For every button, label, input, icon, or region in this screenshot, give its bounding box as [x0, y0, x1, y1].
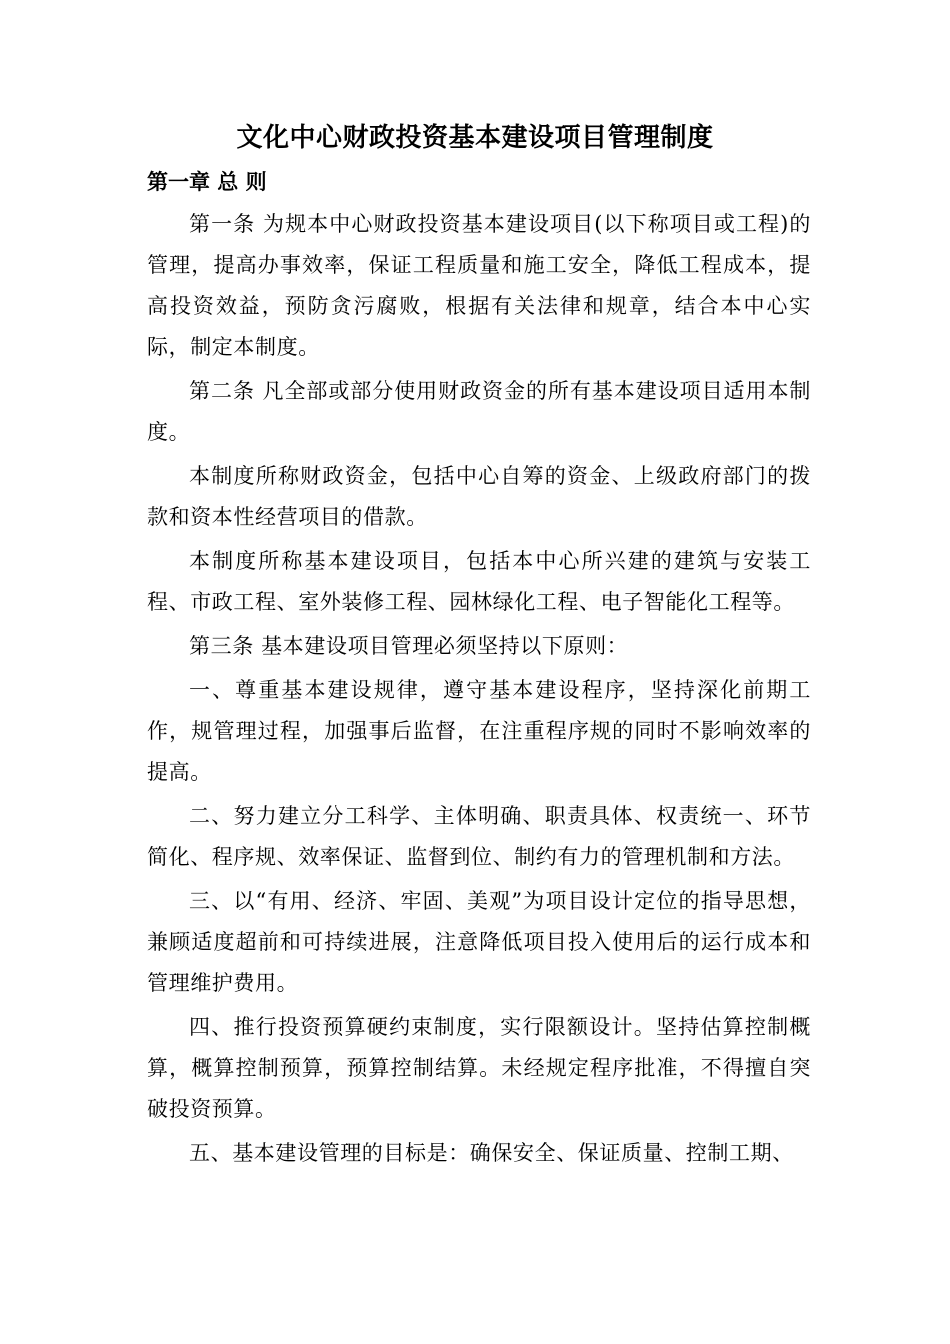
paragraph-principle-1: 一、尊重基本建设规律，遵守基本建设程序，坚持深化前期工作，规管理过程，加强事后监督，在注重程序规的同时不影响效率的提高。 — [147, 678, 811, 784]
document-title: 文化中心财政投资基本建设项目管理制度 — [236, 123, 714, 153]
paragraph-article-2: 第二条 凡全部或部分使用财政资金的所有基本建设项目适用本制度。 — [147, 379, 811, 444]
paragraph-financial-funds: 本制度所称财政资金，包括中心自筹的资金、上级政府部门的拨款和资本性经营项目的借款。 — [147, 464, 811, 529]
paragraph-principle-4: 四、推行投资预算硬约束制度，实行限额设计。坚持估算控制概算，概算控制预算，预算控制结算。未经规定程序批准，不得擅自突破投资预算。 — [147, 1015, 811, 1121]
paragraph-construction-projects: 本制度所称基本建设项目，包括本中心所兴建的建筑与安装工程、市政工程、室外装修工程、园林绿化工程、电子智能化工程等。 — [147, 549, 811, 614]
paragraph-principle-3: 三、以“有用、经济、牢固、美观”为项目设计定位的指导思想，兼顾适度超前和可持续进展，注意降低项目投入使用后的运行成本和管理维护费用。 — [147, 889, 811, 995]
paragraph-article-1: 第一条 为规本中心财政投资基本建设项目(以下称项目或工程)的管理，提高办事效率，保证工程质量和施工安全，降低工程成本，提高投资效益，预防贪污腐败，根据有关法律和规章，结合本中心实际，制定本制度。 — [147, 212, 811, 359]
paragraph-principle-2: 二、努力建立分工科学、主体明确、职责具体、权责统一、环节简化、程序规、效率保证、监督到位、制约有力的管理机制和方法。 — [147, 804, 811, 869]
chapter-heading: 第一章 总 则 — [147, 169, 267, 194]
paragraph-article-3: 第三条 基本建设项目管理必须坚持以下原则： — [189, 634, 629, 658]
document-body — [147, 204, 811, 1177]
paragraph-principle-5: 五、基本建设管理的目标是：确保安全、保证质量、控制工期、 — [189, 1141, 794, 1165]
